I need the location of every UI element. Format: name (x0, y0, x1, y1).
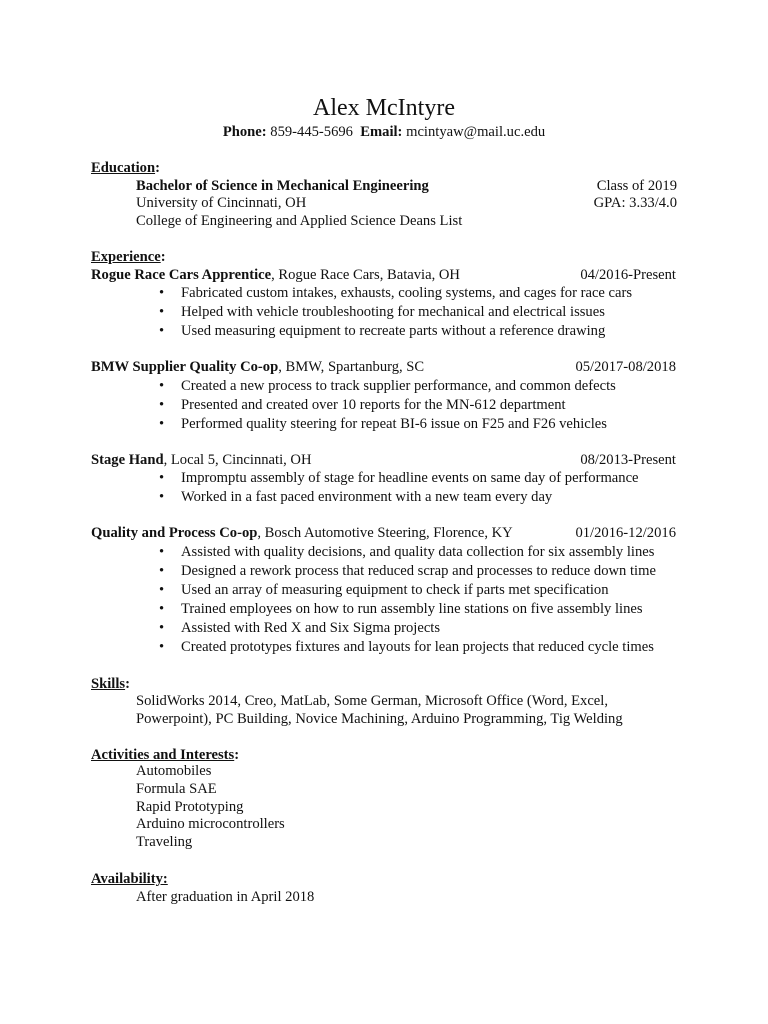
list-item: Rapid Prototyping (136, 798, 244, 815)
list-item: Formula SAE (136, 780, 217, 797)
list-item: • Trained employees on how to run assembly line stations on five assembly lines (159, 600, 643, 617)
list-item: • Helped with vehicle troubleshooting for mechanical and electrical issues (159, 303, 605, 320)
degree: Bachelor of Science in Mechanical Engineering (136, 178, 429, 194)
job-title: BMW Supplier Quality Co-op (91, 359, 279, 375)
bullet-icon: • (159, 562, 165, 579)
job-bullets (159, 377, 616, 434)
job-org: , BMW, Spartanburg, SC (278, 359, 425, 375)
job-org: , Rogue Race Cars, Batavia, OH (271, 267, 460, 283)
list-item: • Used an array of measuring equipment to check if parts met specification (159, 581, 609, 598)
bullet-icon: • (159, 619, 165, 636)
list-item: • Worked in a fast paced environment with a new team every day (159, 488, 553, 505)
contact-line (0, 123, 768, 141)
bullet-icon: • (159, 600, 165, 617)
bullet-icon: • (159, 303, 165, 320)
phone-label: Phone: (222, 124, 267, 140)
class-of: Class of 2019 (596, 178, 677, 194)
job-bullets (159, 284, 633, 341)
skills-line-2: Powerpoint), PC Building, Novice Machining, Arduino Programming, Tig Welding (136, 711, 623, 727)
school: University of Cincinnati, OH (136, 195, 307, 211)
college-line (136, 212, 462, 230)
availability-text: After graduation in April 2018 (136, 889, 315, 905)
skills-heading: Skills: (91, 676, 130, 692)
job-title-line (91, 451, 312, 469)
list-item: • Used measuring equipment to recreate parts without a reference drawing (159, 322, 606, 339)
job-title: Quality and Process Co-op (91, 525, 258, 541)
list-item: • Created a new process to track supplier performance, and common defects (159, 378, 616, 394)
bullet-icon: • (159, 581, 165, 598)
gpa: GPA: 3.33/4.0 (593, 195, 677, 211)
job-title: Stage Hand (91, 452, 164, 468)
list-item: Traveling (136, 834, 193, 851)
bullet-icon: • (159, 322, 165, 339)
bullet-icon: • (159, 488, 165, 505)
list-item: • Impromptu assembly of stage for headline events on same day of performance (159, 470, 639, 486)
email-address: mcintyaw@mail.uc.edu (406, 124, 546, 140)
list-item: • Designed a rework process that reduced scrap and processes to reduce down time (159, 562, 656, 579)
activities-list (136, 763, 285, 852)
availability-heading: Availability: (91, 871, 168, 887)
job-dates: 08/2013-Present (580, 452, 676, 468)
experience-heading: Experience: (91, 249, 166, 265)
deans-list: Deans List (399, 213, 463, 229)
college: College of Engineering and Applied Science (136, 213, 396, 229)
list-item: • Presented and created over 10 reports for the MN-612 department (159, 396, 566, 413)
job-title-line (91, 358, 424, 376)
candidate-name: Alex McIntyre (313, 95, 455, 121)
job-bullets (159, 543, 656, 656)
list-item: • Assisted with Red X and Six Sigma projects (159, 619, 441, 636)
skills-line-1: SolidWorks 2014, Creo, MatLab, Some German, Microsoft Office (Word, Excel, (136, 693, 608, 709)
list-item: • Fabricated custom intakes, exhausts, cooling systems, and cages for race cars (159, 285, 633, 301)
job-dates: 01/2016-12/2016 (575, 525, 676, 541)
bullet-icon: • (159, 470, 165, 486)
activities-heading: Activities and Interests: (91, 747, 240, 763)
bullet-icon: • (159, 285, 165, 301)
list-item: • Performed quality steering for repeat BI-6 issue on F25 and F26 vehicles (159, 415, 607, 432)
job-org: , Local 5, Cincinnati, OH (163, 452, 312, 468)
education-heading: Education: (91, 160, 160, 176)
job-dates: 04/2016-Present (580, 267, 676, 283)
job-org: , Bosch Automotive Steering, Florence, KY (257, 525, 513, 541)
job-title-line (91, 266, 460, 284)
job-title: Rogue Race Cars Apprentice (91, 267, 272, 283)
job-dates: 05/2017-08/2018 (575, 359, 676, 375)
list-item: • Created prototypes fixtures and layouts for lean projects that reduced cycle times (159, 638, 654, 655)
list-item: Arduino microcontrollers (136, 816, 285, 833)
bullet-icon: • (159, 415, 165, 432)
bullet-icon: • (159, 378, 165, 394)
email-label: Email: (360, 124, 403, 140)
phone-number: 859-445-5696 (270, 124, 353, 140)
job-bullets (159, 469, 639, 507)
bullet-icon: • (159, 638, 165, 655)
list-item: • Assisted with quality decisions, and quality data collection for six assembly lines (159, 544, 655, 560)
bullet-icon: • (159, 396, 165, 413)
bullet-icon: • (159, 544, 165, 560)
job-title-line (91, 524, 513, 542)
list-item: Automobiles (136, 763, 212, 779)
